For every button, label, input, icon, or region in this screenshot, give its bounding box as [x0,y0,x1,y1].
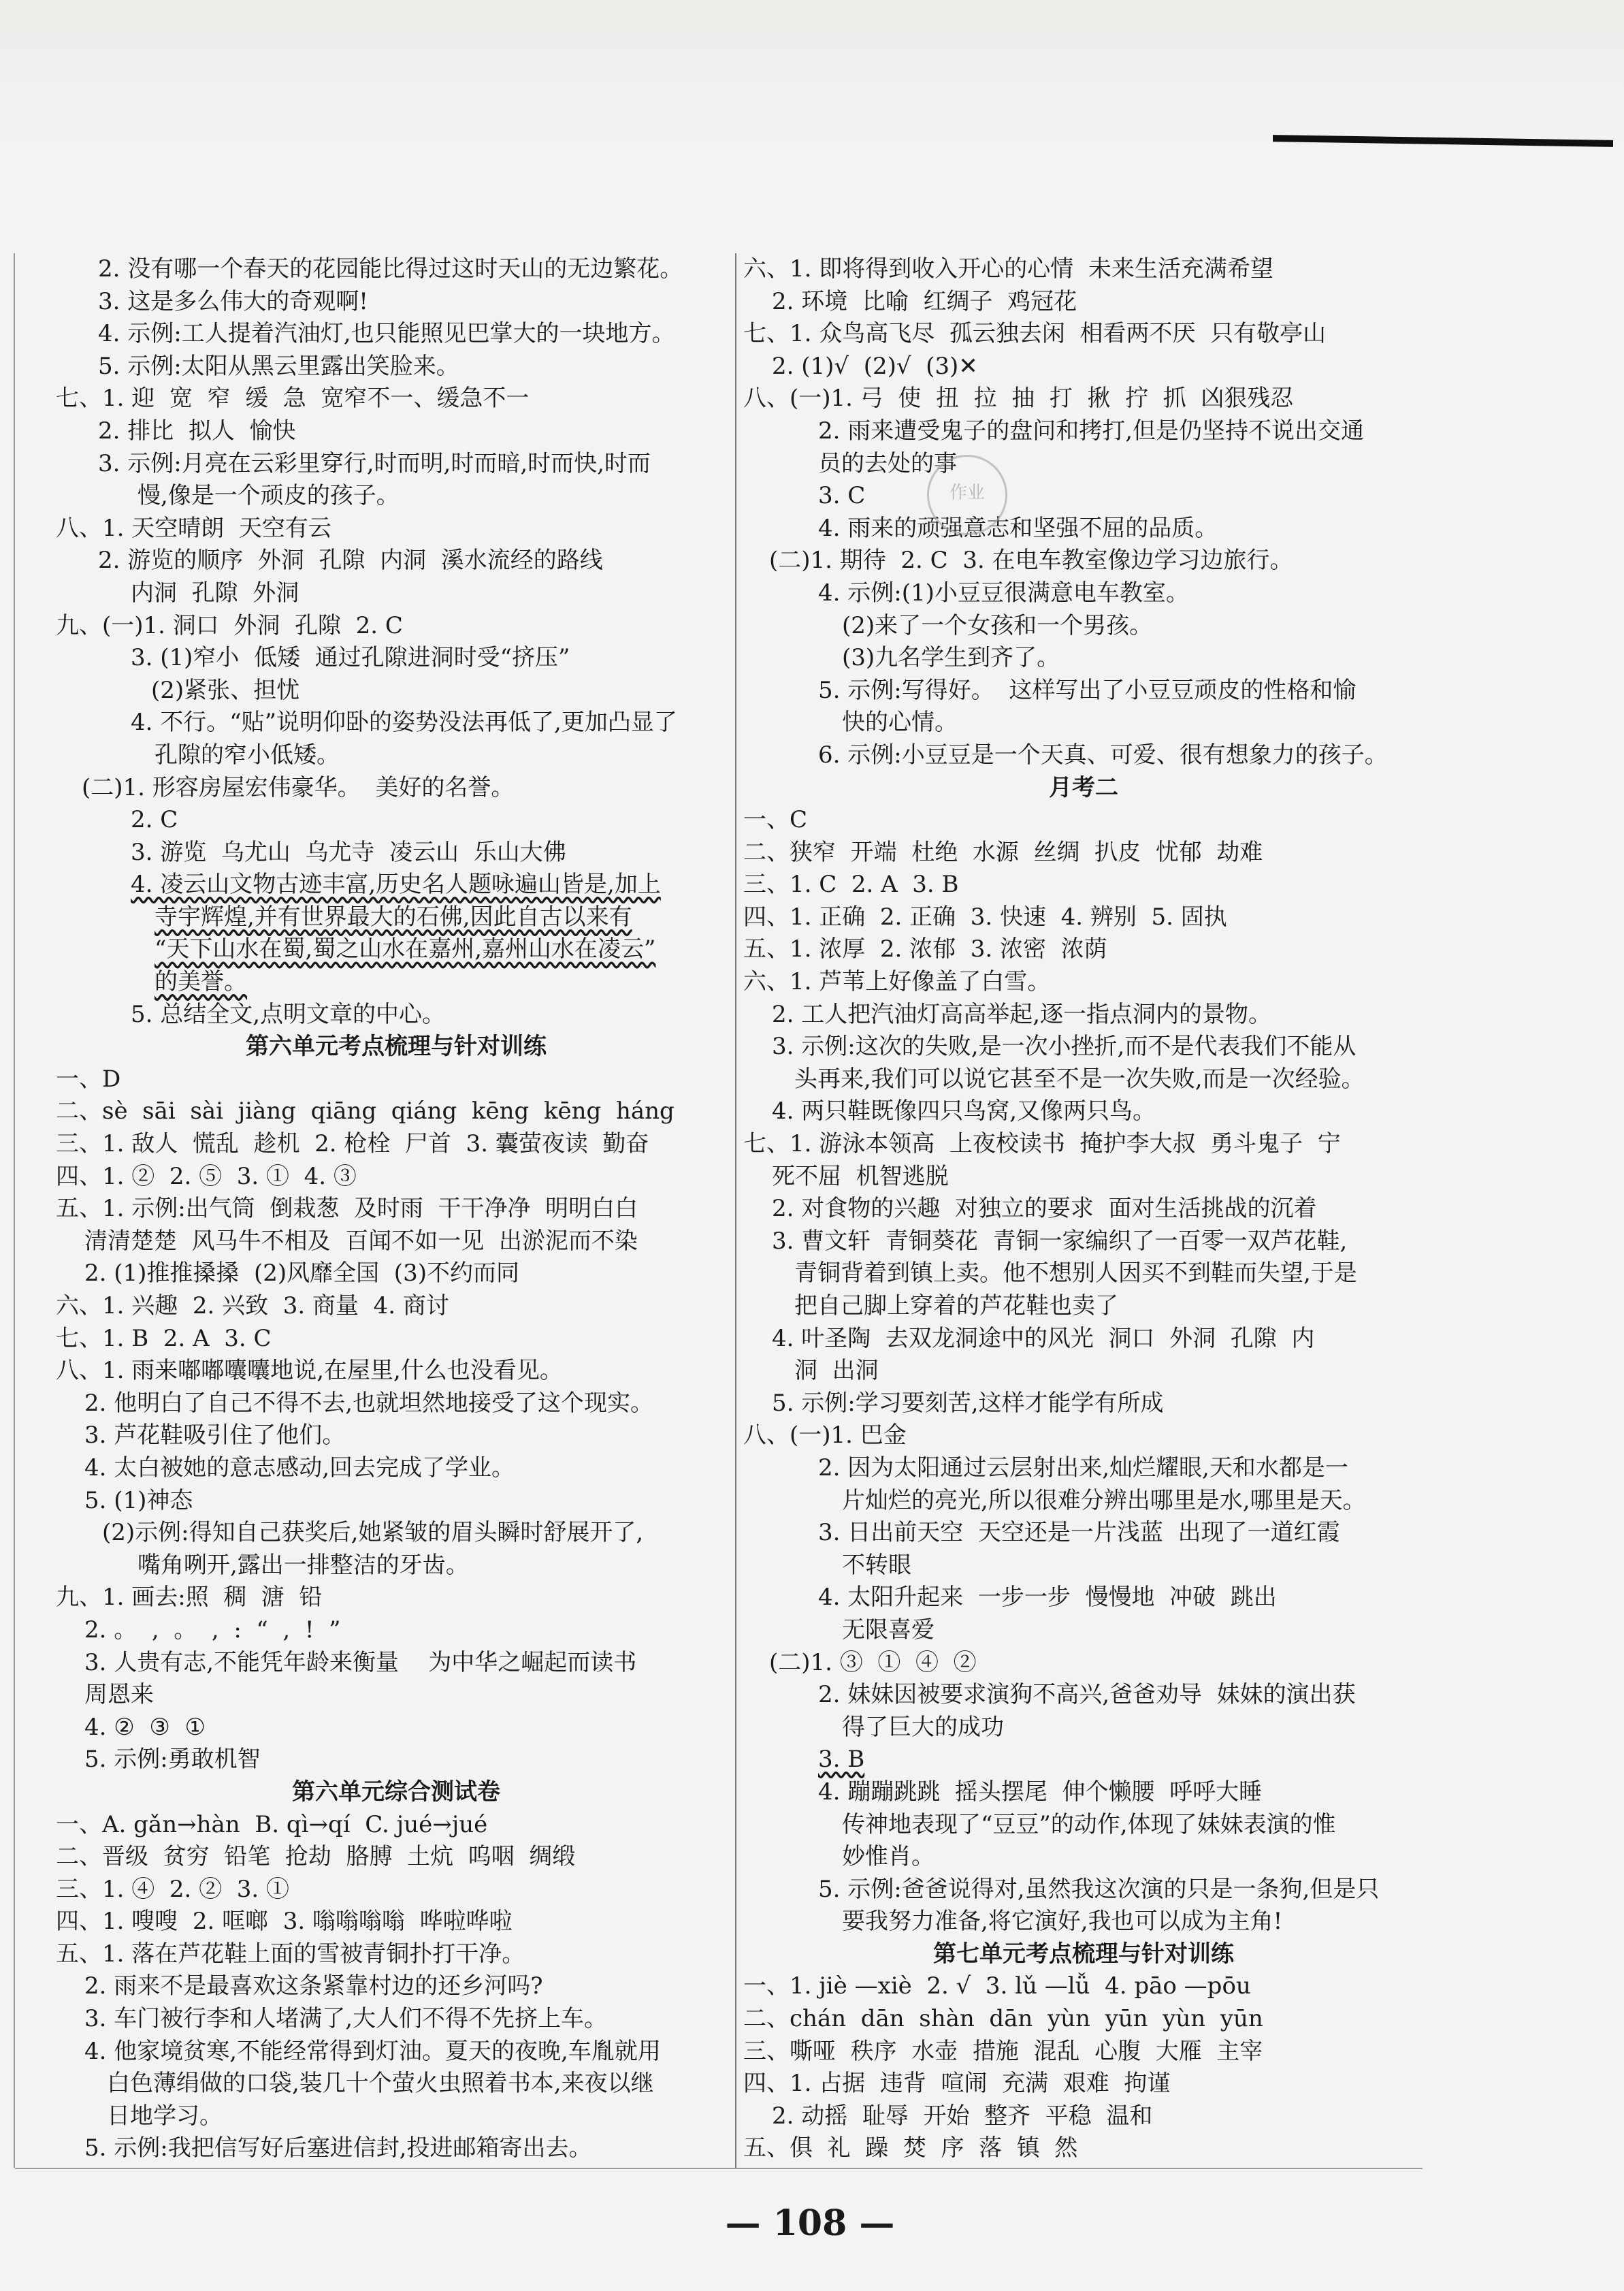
right-answer-line: 3. C [818,482,866,510]
left-answer-line: 3. 这是多么伟大的奇观啊! [98,287,368,315]
left-answer-line: 2. 游览的顺序 外洞 孔隙 内洞 溪水流经的路线 [98,547,603,575]
answer-column-left [56,253,736,2165]
right-answer-line: 四、1. 正确 2. 正确 3. 快速 4. 辨别 5. 固执 [743,903,1227,931]
left-answer-line: 白色薄绢做的口袋,装几十个萤火虫照着书本,来夜以继 [107,2070,654,2098]
right-answer-line: 六、1. 即将得到收入开心的心情 未来生活充满希望 [743,255,1273,283]
left-answer-line: 5. 总结全文,点明文章的中心。 [131,1000,446,1028]
left-answer-line: “天下山水在蜀,蜀之山水在嘉州,嘉州山水在凌云” [155,935,656,963]
left-answer-line: 五、1. 示例:出气筒 倒栽葱 及时雨 干干净净 明明白白 [56,1195,638,1223]
right-answer-line: 死不屈 机智逃脱 [772,1162,949,1190]
left-answer-line: 3. (1)窄小 低矮 通过孔隙进洞时受“挤压” [131,644,570,672]
left-answer-line: 慢,像是一个顽皮的孩子。 [137,482,400,510]
right-answer-line: 2. 雨来遭受鬼子的盘问和拷打,但是仍坚持不说出交通 [818,417,1365,445]
page-number: — 108 — [725,2202,895,2244]
right-answer-line: 4. 示例:(1)小豆豆很满意电车教室。 [818,579,1189,607]
left-answer-line: 5. 示例:勇敢机智 [84,1746,261,1774]
right-section-title: 第七单元考点梳理与针对训练 [933,1940,1234,1968]
right-answer-line: 快的心情。 [842,709,958,737]
right-answer-line: 七、1. 游泳本领高 上夜校读书 掩护李大叔 勇斗鬼子 宁 [743,1130,1341,1158]
right-answer-line: 八、(一)1. 弓 使 扭 拉 抽 打 揪 拧 抓 凶狠残忍 [743,385,1294,413]
left-answer-line: 日地学习。 [107,2102,223,2130]
right-answer-line: 2. 工人把汽油灯高高举起,逐一指点洞内的景物。 [772,1000,1272,1028]
right-answer-line: 妙惟肖。 [842,1843,935,1871]
right-answer-line: 2. (1)√ (2)√ (3)✕ [772,352,978,380]
left-answer-line: 三、1. ④ 2. ② 3. ① [56,1875,289,1903]
scan-top-band [0,0,1624,157]
right-answer-line: 5. 示例:写得好。 这样写出了小豆豆顽皮的性格和愉 [818,676,1357,704]
right-answer-line: 传神地表现了“豆豆”的动作,体现了妹妹表演的惟 [842,1810,1336,1838]
left-answer-line: 二、sè sāi sài jiàng qiāng qiáng kēng kēng háng [56,1098,675,1125]
left-answer-line: 4. 他家境贫寒,不能经常得到灯油。夏天的夜晚,车胤就用 [84,2037,661,2065]
left-answer-line: 3. 人贵有志,不能凭年龄来衡量 为中华之崛起而读书 [84,1648,637,1676]
right-answer-line: 2. 环境 比喻 红绸子 鸡冠花 [772,287,1077,315]
left-answer-line: 4. 凌云山文物古迹丰富,历史名人题咏遍山皆是,加上 [131,871,661,899]
right-answer-line: 3. B [818,1746,865,1774]
right-answer-line: 二、chán dān shàn dān yùn yūn yùn yūn [743,2005,1263,2033]
left-answer-line: (二)1. 形容房屋宏伟豪华。 美好的名誉。 [82,773,515,801]
right-answer-line: 4. 雨来的顽强意志和坚强不屈的品质。 [818,514,1218,542]
left-answer-line: 四、1. ② 2. ⑤ 3. ① 4. ③ [56,1162,357,1190]
right-answer-line: 四、1. 占据 违背 喧闹 充满 艰难 拘谨 [743,2070,1171,2098]
left-answer-line: 5. (1)神态 [84,1486,193,1514]
left-answer-line: 5. 示例:太阳从黑云里露出笑脸来。 [98,352,459,380]
right-answer-line: 洞 出洞 [794,1357,879,1385]
right-answer-line: 七、1. 众鸟高飞尽 孤云独去闲 相看两不厌 只有敬亭山 [743,320,1327,348]
right-answer-line: 4. 两只鞋既像四只鸟窝,又像两只鸟。 [772,1098,1156,1125]
right-answer-line: 八、(一)1. 巴金 [743,1422,907,1449]
left-answer-line: 一、D [56,1065,121,1093]
left-answer-line: 3. 游览 乌尤山 乌尤寺 凌云山 乐山大佛 [131,838,566,866]
left-answer-line: 六、1. 兴趣 2. 兴致 3. 商量 4. 商讨 [56,1292,449,1319]
left-answer-line: 五、1. 落在芦花鞋上面的雪被青铜扑打干净。 [56,1940,525,1968]
left-answer-line: 七、1. 迎 宽 窄 缓 急 宽窄不一、缓急不一 [56,385,530,413]
right-answer-line: (二)1. 期待 2. C 3. 在电车教室像边学习边旅行。 [769,547,1293,575]
left-answer-line: 一、A. gǎn→hàn B. qì→qí C. jué→jué [56,1810,488,1838]
right-answer-line: (二)1. ③ ① ④ ② [769,1648,977,1676]
right-answer-line: 5. 示例:学习要刻苦,这样才能学有所成 [772,1389,1164,1417]
right-answer-line: 五、俱 礼 躁 焚 序 落 镇 然 [743,2134,1078,2162]
left-answer-line: 清清楚楚 风马牛不相及 百闻不如一见 出淤泥而不染 [84,1227,638,1255]
left-answer-line: 2. 。 , 。 , : “ , ! ” [84,1616,341,1644]
left-answer-line: 七、1. B 2. A 3. C [56,1324,272,1352]
left-answer-line: 寺宇辉煌,并有世界最大的石佛,因此自古以来有 [155,903,632,931]
right-answer-line: 员的去处的事 [818,449,957,477]
left-answer-line: 三、1. 敌人 慌乱 趁机 2. 枪栓 尸首 3. 囊萤夜读 勤奋 [56,1130,649,1158]
right-answer-line: 3. 示例:这次的失败,是一次小挫折,而不是代表我们不能从 [772,1033,1357,1061]
right-answer-line: 5. 示例:爸爸说得对,虽然我这次演的只是一条狗,但是只 [818,1875,1380,1903]
right-answer-line: 2. 妹妹因被要求演狗不高兴,爸爸劝导 妹妹的演出获 [818,1681,1356,1709]
left-answer-line: 周恩来 [84,1681,154,1709]
right-answer-line: 4. 太阳升起来 一步一步 慢慢地 冲破 跳出 [818,1584,1277,1612]
left-answer-line: 3. 示例:月亮在云彩里穿行,时而明,时而暗,时而快,时而 [98,449,651,477]
left-answer-line: 5. 示例:我把信写好后塞进信封,投进邮箱寄出去。 [84,2134,592,2162]
left-answer-line: 二、晋级 贫穷 铅笔 抢劫 胳膊 土炕 呜咽 绸缎 [56,1843,576,1871]
right-answer-line: 三、1. C 2. A 3. B [743,871,959,899]
left-margin-rule [14,253,15,2168]
right-answer-line: 一、C [743,806,808,834]
left-answer-line: 九、1. 画去:照 稠 溏 铅 [56,1584,323,1612]
right-answer-line: 要我努力准备,将它演好,我也可以成为主角! [842,1908,1283,1936]
left-answer-line: 嘴角咧开,露出一排整洁的牙齿。 [137,1551,469,1579]
left-answer-line: 内洞 孔隙 外洞 [131,579,299,607]
right-answer-line: 得了巨大的成功 [842,1713,1004,1741]
left-answer-line: 2. 雨来不是最喜欢这条紧靠村边的还乡河吗? [84,1972,543,2000]
left-answer-line: 4. 不行。“贴”说明仰卧的姿势没法再低了,更加凸显了 [131,709,677,737]
bottom-rule [15,2168,1423,2169]
right-answer-line: 2. 因为太阳通过云层射出来,灿烂耀眼,天和水都是一 [818,1454,1348,1481]
left-answer-line: (2)示例:得知自己获奖后,她紧皱的眉头瞬时舒展开了, [102,1519,644,1547]
left-answer-line: 的美誉。 [155,968,247,996]
left-answer-line: 2. (1)推推搡搡 (2)风靡全国 (3)不约而同 [84,1260,519,1287]
left-answer-line: 八、1. 天空晴朗 天空有云 [56,514,331,542]
homework-stamp: 作业 [927,455,1007,535]
left-answer-line: 九、(一)1. 洞口 外洞 孔隙 2. C [56,611,403,639]
right-answer-line: 2. 动摇 耻辱 开始 整齐 平稳 温和 [772,2102,1153,2130]
left-answer-line: 四、1. 嗖嗖 2. 哐啷 3. 嗡嗡嗡嗡 哗啦哗啦 [56,1908,513,1936]
right-answer-line: 无限喜爱 [842,1616,935,1644]
right-answer-line: 五、1. 浓厚 2. 浓郁 3. 浓密 浓荫 [743,935,1107,963]
answer-column-right [743,253,1424,2165]
left-answer-line: 2. C [131,806,178,834]
right-answer-line: 六、1. 芦苇上好像盖了白雪。 [743,968,1051,996]
left-section-title: 第六单元考点梳理与针对训练 [246,1033,547,1061]
right-answer-line: 3. 曹文轩 青铜葵花 青铜一家编织了一百零一双芦花鞋, [772,1227,1348,1255]
right-answer-line: 三、嘶哑 秩序 水壶 措施 混乱 心腹 大雁 主宰 [743,2037,1263,2065]
left-answer-line: 4. 太白被她的意志感动,回去完成了学业。 [84,1454,515,1481]
left-answer-line: (2)紧张、担忧 [151,676,300,704]
right-answer-line: 不转眼 [842,1551,911,1579]
right-answer-line: 6. 示例:小豆豆是一个天真、可爱、很有想象力的孩子。 [818,741,1388,769]
left-answer-line: 孔隙的窄小低矮。 [155,741,340,769]
right-answer-line: 4. 叶圣陶 去双龙洞途中的风光 洞口 外洞 孔隙 内 [772,1324,1315,1352]
left-section-title: 第六单元综合测试卷 [292,1778,500,1806]
left-answer-line: 2. 他明白了自己不得不去,也就坦然地接受了这个现实。 [84,1389,654,1417]
right-answer-line: 头再来,我们可以说它甚至不是一次失败,而是一次经验。 [794,1065,1365,1093]
right-answer-line: (3)九名学生到齐了。 [842,644,1060,672]
left-answer-line: 4. ② ③ ① [84,1713,206,1741]
left-answer-line: 3. 芦花鞋吸引住了他们。 [84,1422,346,1449]
left-answer-line: 2. 排比 拟人 愉快 [98,417,296,445]
right-answer-line: 一、1. jiè —xiè 2. √ 3. lǔ —lǚ 4. pāo —pōu [743,1972,1251,2000]
right-answer-line: 2. 对食物的兴趣 对独立的要求 面对生活挑战的沉着 [772,1195,1317,1223]
right-answer-line: 二、狭窄 开端 杜绝 水源 丝绸 扒皮 忧郁 劫难 [743,838,1263,866]
right-answer-line: 3. 日出前天空 天空还是一片浅蓝 出现了一道红霞 [818,1519,1340,1547]
right-answer-line: 片灿烂的亮光,所以很难分辨出哪里是水,哪里是天。 [842,1486,1366,1514]
right-section-title: 月考二 [1049,773,1118,801]
left-answer-line: 2. 没有哪一个春天的花园能比得过这时天山的无边繁花。 [98,255,683,283]
right-answer-line: 把自己脚上穿着的芦花鞋也卖了 [794,1292,1118,1319]
right-answer-line: (2)来了一个女孩和一个男孩。 [842,611,1153,639]
left-answer-line: 4. 示例:工人提着汽油灯,也只能照见巴掌大的一块地方。 [98,320,675,348]
left-answer-line: 八、1. 雨来嘟嘟囔囔地说,在屋里,什么也没看见。 [56,1357,563,1385]
left-answer-line: 3. 车门被行李和人堵满了,大人们不得不先挤上车。 [84,2005,608,2033]
right-answer-line: 4. 蹦蹦跳跳 摇头摆尾 伸个懒腰 呼呼大睡 [818,1778,1263,1806]
right-answer-line: 青铜背着到镇上卖。他不想别人因买不到鞋而失望,于是 [794,1260,1357,1287]
